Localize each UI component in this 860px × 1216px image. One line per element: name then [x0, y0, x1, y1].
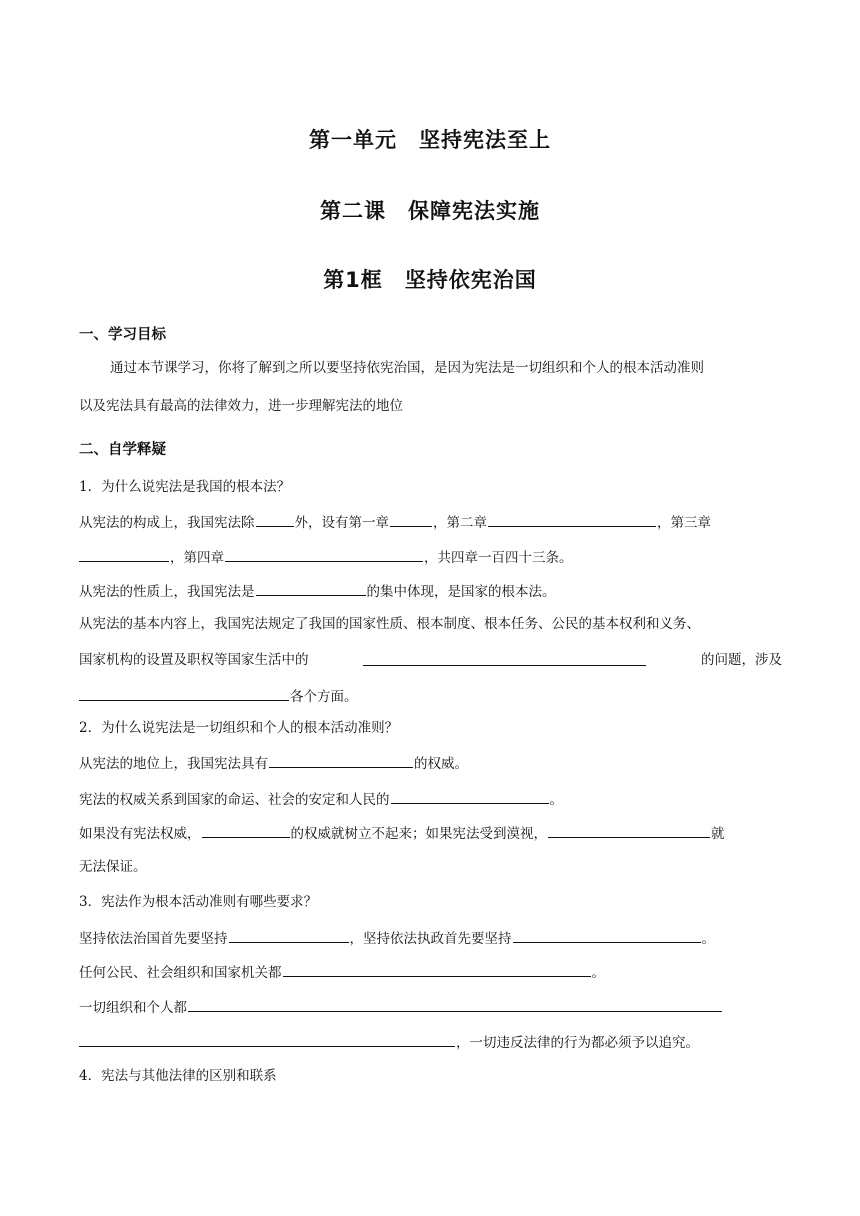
- question-4-title: 4．宪法与其他法律的区别和联系: [79, 1068, 277, 1084]
- blank-field[interactable]: [79, 546, 169, 562]
- objectives-text-line1: [110, 358, 782, 378]
- q1-text: 的问题，涉及: [701, 652, 782, 668]
- q1-text: 从宪法的构成上，我国宪法除: [79, 515, 255, 531]
- question-3-line4: [79, 1031, 782, 1053]
- question-2-line3: [79, 822, 782, 844]
- question-3-title: 3．宪法作为根本活动准则有哪些要求？: [79, 894, 318, 910]
- q1-text: 各个方面。: [290, 689, 358, 705]
- blank-field[interactable]: [256, 580, 366, 596]
- blank-field[interactable]: [79, 685, 289, 701]
- q3-text: ，一切违反法律的行为都必须予以追究。: [456, 1035, 699, 1051]
- blank-field[interactable]: [488, 511, 656, 527]
- question-1-line3: [79, 580, 782, 602]
- q2-text: 就: [711, 826, 725, 842]
- question-2-line2: [79, 788, 782, 810]
- question-3-line2: [79, 961, 782, 983]
- blank-field[interactable]: [188, 996, 722, 1012]
- blank-field[interactable]: [390, 511, 432, 527]
- q2-text: 如果没有宪法权威，: [79, 826, 201, 842]
- blank-field[interactable]: [391, 788, 549, 804]
- q2-text: 的权威就树立不起来；如果宪法受到漠视，: [290, 826, 547, 842]
- blank-field[interactable]: [548, 822, 710, 838]
- question-1-line4: 从宪法的基本内容上，我国宪法规定了我国的国家性质、根本制度、根本任务、公民的基本权利和义务、: [79, 616, 700, 632]
- frame-title: 第1框 坚持依宪治国: [323, 268, 537, 292]
- question-1-title: 1．为什么说宪法是我国的根本法？: [79, 479, 291, 495]
- q1-text: 外，设有第一章: [294, 515, 389, 531]
- objectives-text-line2: 以及宪法具有最高的法律效力，进一步理解宪法的地位: [79, 398, 403, 414]
- q1-text: 从宪法的性质上，我国宪法是: [79, 584, 255, 600]
- blank-field[interactable]: [202, 822, 290, 838]
- blank-field[interactable]: [269, 752, 413, 768]
- question-3-line3: [79, 996, 782, 1018]
- blank-field[interactable]: [79, 1031, 455, 1047]
- blank-field[interactable]: [229, 927, 349, 943]
- question-2-title: 2．为什么说宪法是一切组织和个人的根本活动准则？: [79, 720, 399, 736]
- blank-field[interactable]: [513, 927, 701, 943]
- question-2-line4: 无法保证。: [79, 859, 147, 875]
- q1-text: ，第二章: [433, 515, 487, 531]
- blank-field[interactable]: [225, 546, 423, 562]
- question-1-line5: [79, 650, 782, 670]
- question-1-line2: [79, 546, 782, 568]
- q2-text: 从宪法的地位上，我国宪法具有: [79, 756, 268, 772]
- q3-text: 。: [701, 931, 715, 947]
- q3-text: 一切组织和个人都: [79, 1000, 187, 1016]
- section-heading-objectives: 一、学习目标: [79, 327, 166, 343]
- q2-text: 宪法的权威关系到国家的命运、社会的安定和人民的: [79, 792, 390, 808]
- unit-title: 第一单元 坚持宪法至上: [309, 128, 551, 152]
- q1-text: ，共四章一百四十三条。: [424, 550, 573, 566]
- lesson-title: 第二课 保障宪法实施: [320, 199, 540, 223]
- section-heading-self-study: 二、自学释疑: [79, 442, 166, 458]
- q1-text: ，第三章: [657, 515, 711, 531]
- q3-text: 。: [591, 965, 605, 981]
- blank-field[interactable]: [363, 650, 646, 666]
- blank-field[interactable]: [256, 511, 294, 527]
- q3-text: 坚持依法治国首先要坚持: [79, 931, 228, 947]
- q2-text: 。: [549, 792, 563, 808]
- question-1-line6: [79, 685, 782, 707]
- q2-text: 的权威。: [414, 756, 468, 772]
- blank-field[interactable]: [283, 961, 591, 977]
- question-1-line1: [79, 511, 782, 533]
- question-3-line1: [79, 927, 782, 949]
- q1-text: 国家机构的设置及职权等国家生活中的: [79, 652, 309, 668]
- q3-text: 任何公民、社会组织和国家机关都: [79, 965, 282, 981]
- objectives-text: 通过本节课学习，你将了解到之所以要坚持依宪治国，是因为宪法是一切组织和个人的根本活动准则: [110, 360, 704, 376]
- q1-text: 的集中体现，是国家的根本法。: [366, 584, 556, 600]
- q1-text: ，第四章: [170, 550, 224, 566]
- q3-text: ，坚持依法执政首先要坚持: [349, 931, 512, 947]
- question-2-line1: [79, 752, 782, 774]
